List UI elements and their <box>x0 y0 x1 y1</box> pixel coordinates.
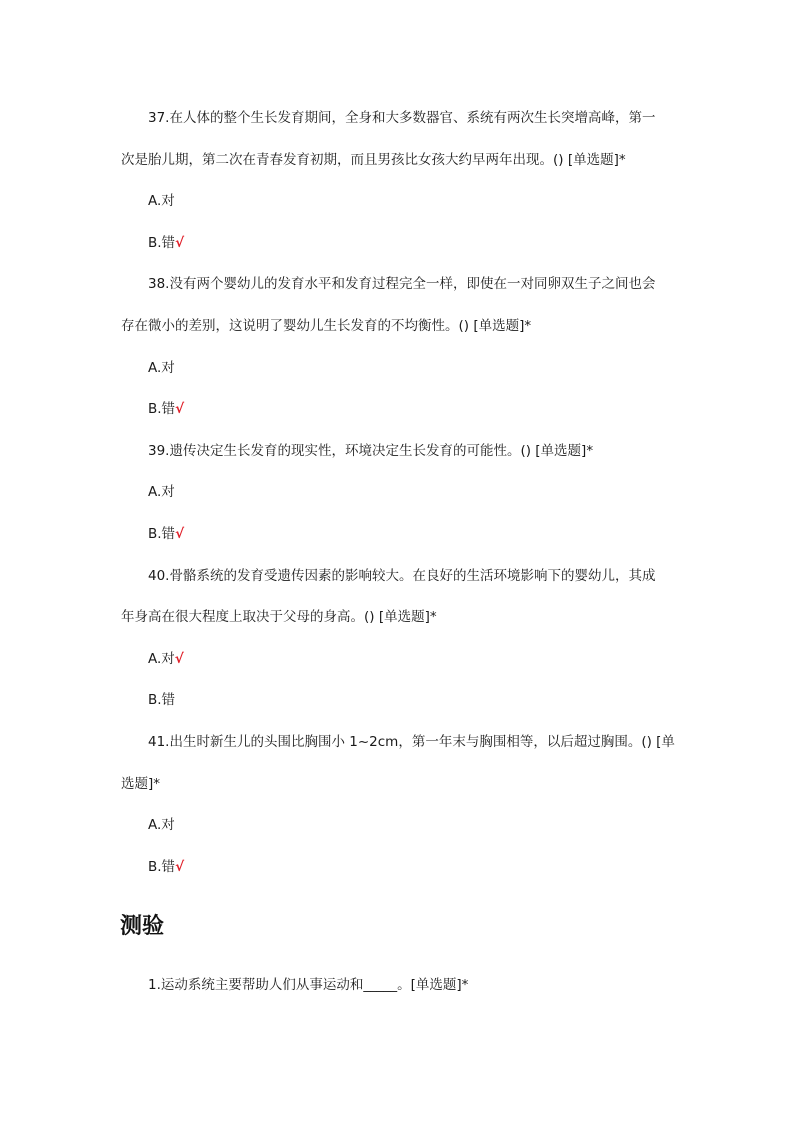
option-label: A.对 <box>148 651 175 667</box>
question-41-option-b[interactable] <box>148 857 184 877</box>
question-40-option-a[interactable] <box>148 649 184 669</box>
question-37-text-line1: 37.在人体的整个生长发育期间，全身和大多数器官、系统有两次生长突增高峰，第一 <box>148 110 656 126</box>
question-41-text-line1: 41.出生时新生儿的头围比胸围小 1~2cm，第一年末与胸围相等，以后超过胸围。() [单 <box>148 734 675 750</box>
option-label: B.错 <box>148 526 176 542</box>
quiz-question-1-text: 1.运动系统主要帮助人们从事运动和_____。[单选题]* <box>148 977 469 993</box>
question-40-text-line1: 40.骨骼系统的发育受遗传因素的影响较大。在良好的生活环境影响下的婴幼儿，其成 <box>148 568 656 584</box>
question-39-option-a[interactable] <box>148 482 175 502</box>
question-37-option-b[interactable] <box>148 233 184 253</box>
question-38-option-a[interactable] <box>148 358 175 378</box>
question-39-option-b[interactable] <box>148 524 184 544</box>
correct-check-icon: √ <box>175 859 185 875</box>
option-label: A.对 <box>148 193 175 209</box>
section-heading: 测验 <box>120 914 165 939</box>
option-label: B.错 <box>148 859 176 875</box>
question-38-option-b[interactable] <box>148 399 184 419</box>
question-39-text-line1: 39.遗传决定生长发育的现实性，环境决定生长发育的可能性。() [单选题]* <box>148 443 594 459</box>
correct-check-icon: √ <box>175 235 185 251</box>
option-label: A.对 <box>148 817 175 833</box>
correct-check-icon: √ <box>175 401 185 417</box>
question-40-option-b[interactable] <box>148 690 175 710</box>
correct-check-icon: √ <box>174 651 184 667</box>
question-41-text-line2: 选题]* <box>121 776 161 792</box>
option-label: A.对 <box>148 360 175 376</box>
option-label: B.错 <box>148 692 176 708</box>
question-37-option-a[interactable] <box>148 191 175 211</box>
question-41-option-a[interactable] <box>148 815 175 835</box>
question-37-text-line2: 次是胎儿期，第二次在青春发育初期，而且男孩比女孩大约早两年出现。() [单选题]* <box>121 152 626 168</box>
option-label: B.错 <box>148 401 176 417</box>
question-40-text-line2: 年身高在很大程度上取决于父母的身高。() [单选题]* <box>121 609 437 625</box>
correct-check-icon: √ <box>175 526 185 542</box>
option-label: B.错 <box>148 235 176 251</box>
option-label: A.对 <box>148 484 175 500</box>
question-38-text-line2: 存在微小的差别，这说明了婴幼儿生长发育的不均衡性。() [单选题]* <box>121 318 532 334</box>
question-38-text-line1: 38.没有两个婴幼儿的发育水平和发育过程完全一样，即使在一对同卵双生子之间也会 <box>148 276 656 292</box>
